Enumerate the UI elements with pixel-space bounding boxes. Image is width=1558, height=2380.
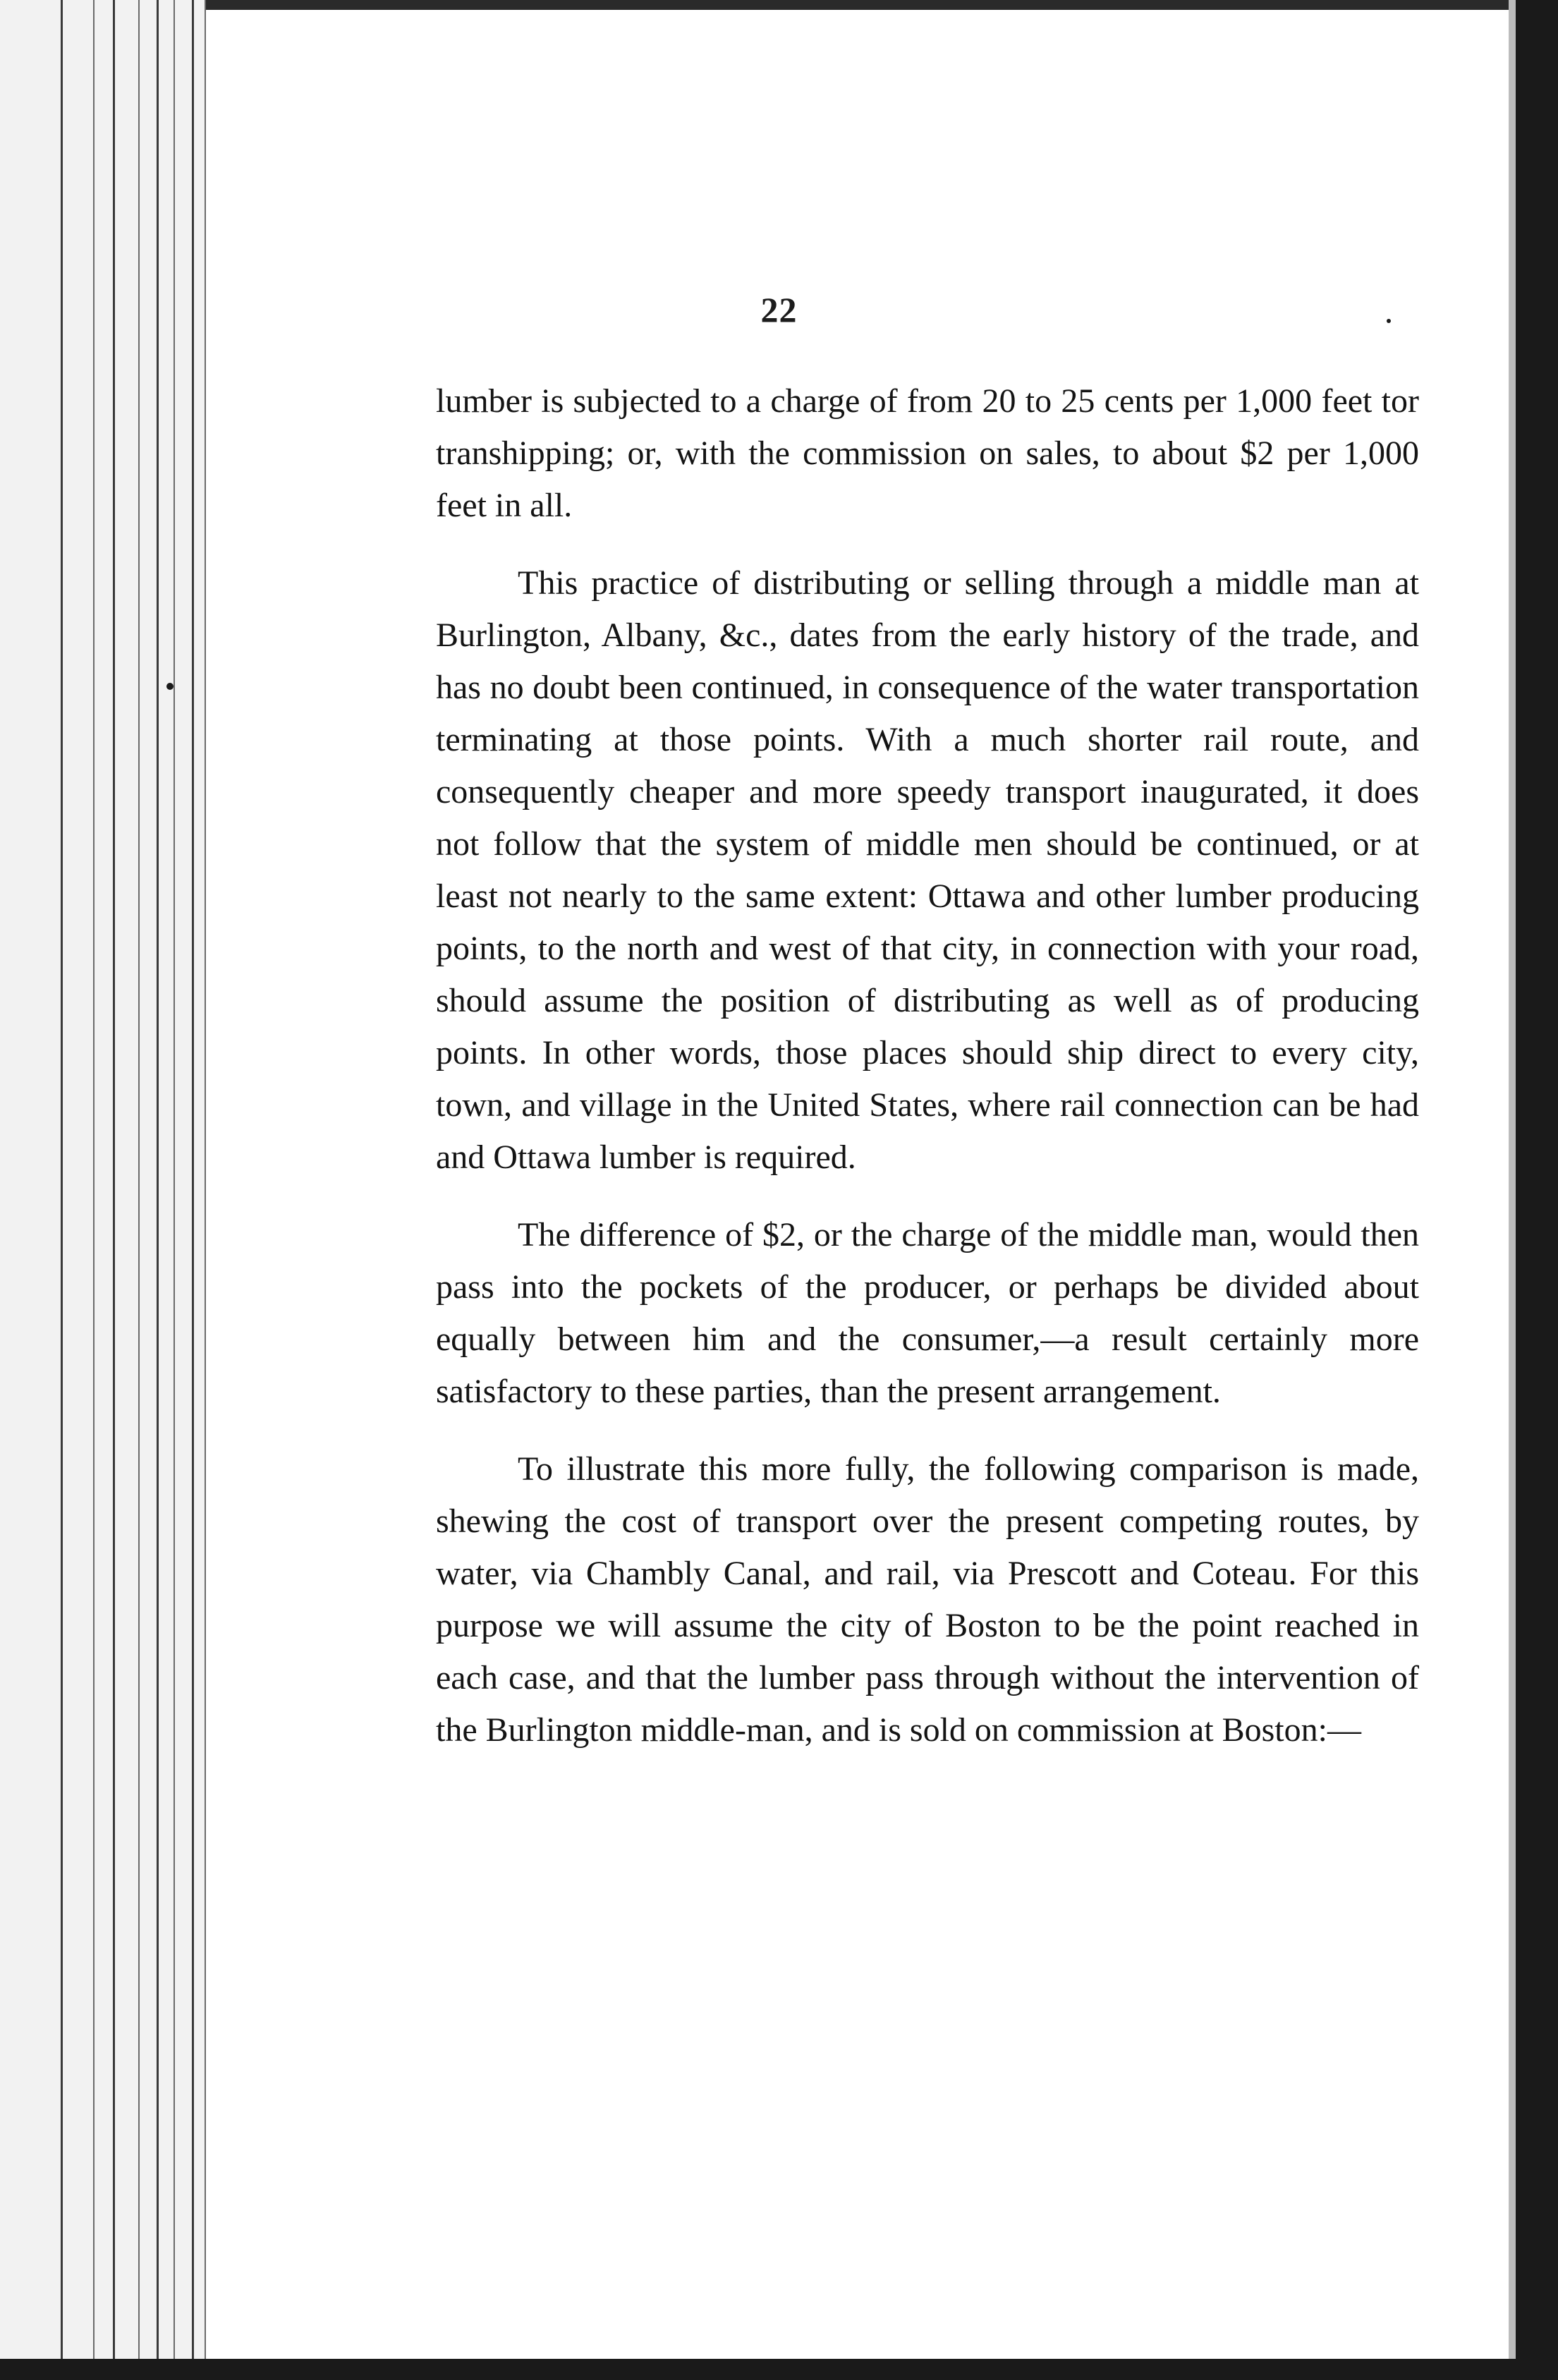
page-number: 22 bbox=[760, 290, 798, 329]
page-edge-line bbox=[93, 0, 95, 2380]
page-edge-line bbox=[205, 0, 206, 2380]
paragraph-comparison: To illustrate this more fully, the following comparison is made, shewing the cost of transport over the present competing routes, by water, via Chambly Canal, and rail, via Prescott and Coteau. For this purpose we will assume the city of Boston to be the point reached in each case, and that the lumber pass through without the intervention of the Burlington middle-man, and is sold on commission at Boston:— bbox=[436, 1450, 1419, 1749]
page-edge-line bbox=[192, 0, 194, 2380]
book-page-edges bbox=[0, 0, 205, 2380]
scan-right-shadow bbox=[1509, 0, 1516, 2380]
body-text bbox=[436, 375, 1419, 1756]
page-edge-line bbox=[61, 0, 63, 2380]
page-edge-line bbox=[113, 0, 115, 2380]
page-edge-line bbox=[138, 0, 140, 2380]
scan-top-border bbox=[0, 0, 1558, 10]
paragraph-middle-man-practice: This practice of distributing or selling through a middle man at Burlington, Albany, &c., dates from the early history of the trade, and has no doubt been continued, in consequence of the water transportation terminating at those points. With a much shorter rail route, and consequently cheaper and more speedy transport inaugurated, it does not follow that the system of middle men should be continued, or at least not nearly to the same extent: Ottawa and other lumber producing points, to the north and west of that city, in connection with your road, should assume the position of distributing as well as of producing points. In other words, those places should ship direct to every city, town, and village in the United States, where rail connection can be had and Ottawa lumber is required. bbox=[436, 564, 1419, 1176]
paragraph-continuation: lumber is subjected to a charge of from 20 to 25 cents per 1,000 feet tor transhipping; or, with the commission on sales, to about $2 per 1,000 feet in all. bbox=[436, 382, 1419, 524]
scan-bottom-border bbox=[0, 2359, 1558, 2380]
scan-right-border bbox=[1516, 0, 1558, 2380]
paragraph-difference: The difference of $2, or the charge of the middle man, would then pass into the pockets of the producer, or perhaps be divided about equally between him and the consumer,—a result certainly more satisfactory to these parties, than the present arrangement. bbox=[436, 1216, 1419, 1410]
page-edge-line bbox=[174, 0, 175, 2380]
scan-speck bbox=[166, 683, 174, 690]
page-edge-line bbox=[157, 0, 159, 2380]
